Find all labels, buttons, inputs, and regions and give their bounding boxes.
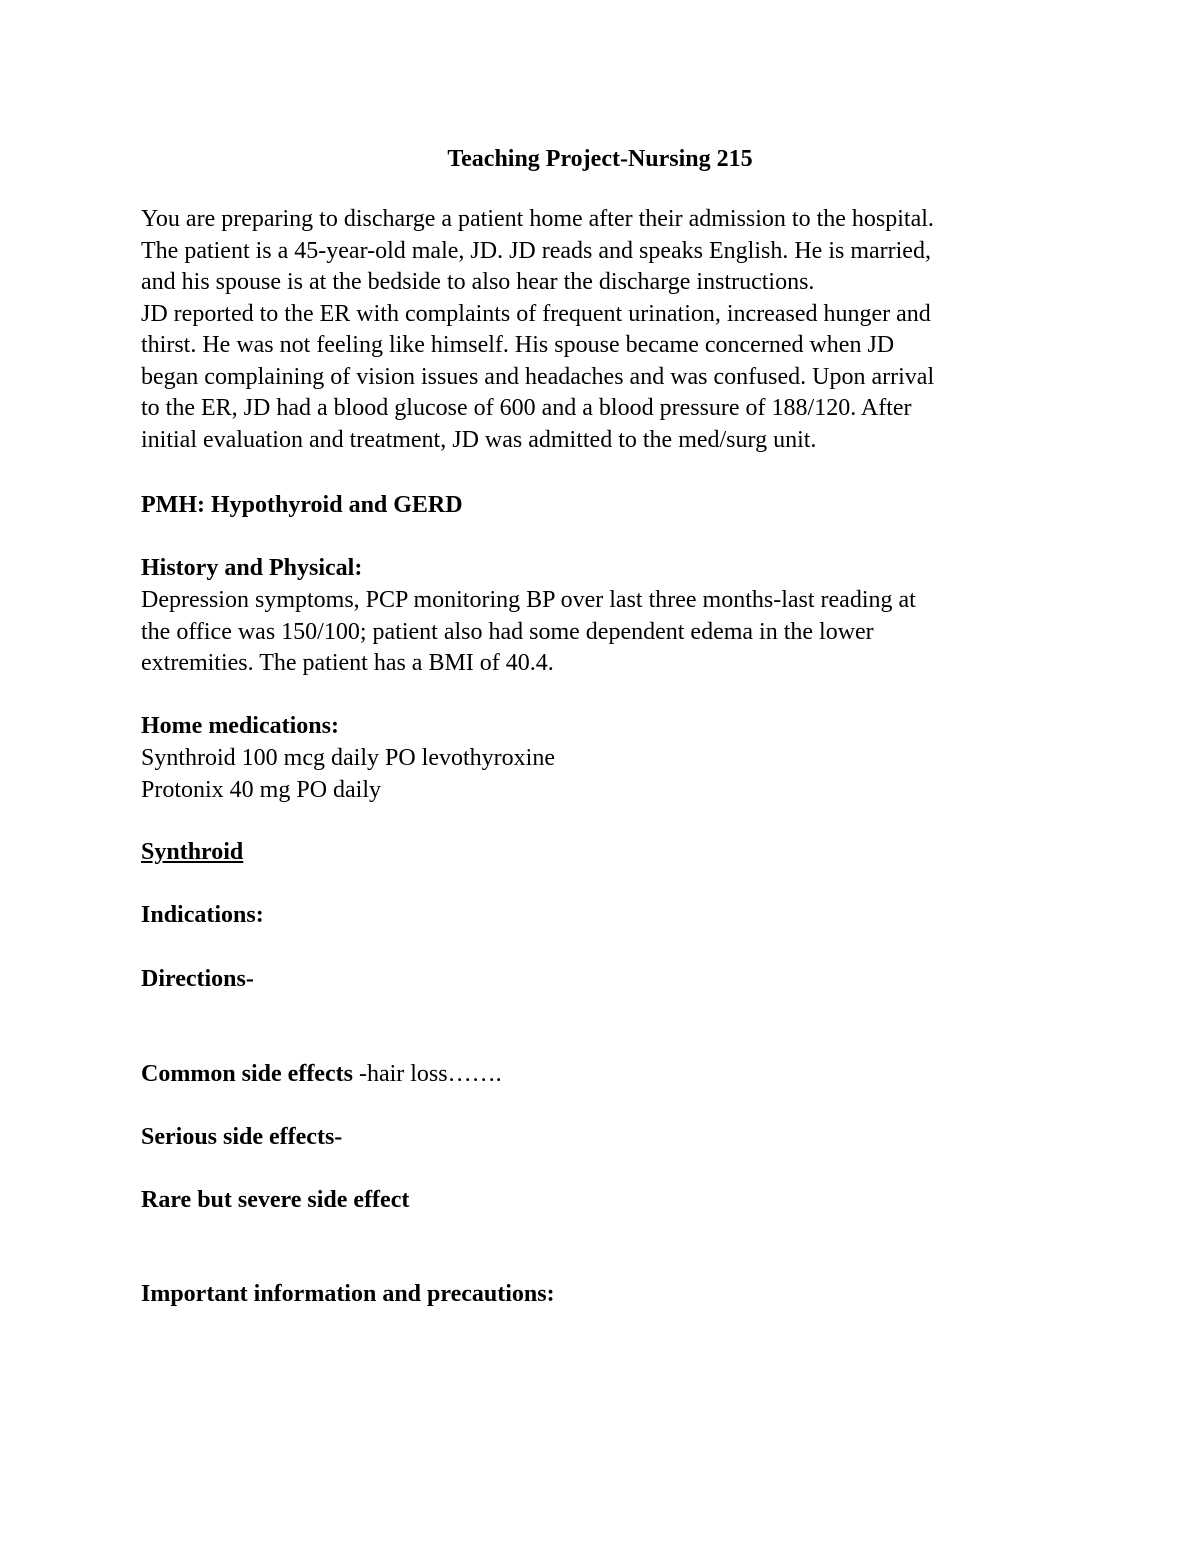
important-information-label: Important information and precautions: xyxy=(141,1281,555,1307)
document-title: Teaching Project-Nursing 215 xyxy=(447,146,753,172)
intro-line: to the ER, JD had a blood glucose of 600 and a blood pressure of 188/120. After xyxy=(141,395,912,421)
intro-paragraph xyxy=(141,204,1081,456)
pmh-heading: PMH: Hypothyroid and GERD xyxy=(141,492,463,518)
history-line: extremities. The patient has a BMI of 40.4. xyxy=(141,650,554,676)
medication-item: Protonix 40 mg PO daily xyxy=(141,776,382,803)
history-heading: History and Physical: xyxy=(141,555,363,581)
intro-line: thirst. He was not feeling like himself. His spouse became concerned when JD xyxy=(141,332,895,358)
intro-line: began complaining of vision issues and headaches and was confused. Upon arrival xyxy=(141,363,935,390)
common-side-effects xyxy=(141,1059,1081,1091)
common-side-effects-value: -hair loss……. xyxy=(352,1061,502,1087)
intro-line: JD reported to the ER with complaints of frequent urination, increased hunger and xyxy=(141,300,931,327)
history-line: the office was 150/100; patient also had some dependent edema in the lower xyxy=(141,618,874,645)
intro-line: The patient is a 45-year-old male, JD. JD reads and speaks English. He is married, xyxy=(141,237,931,264)
synthroid-section xyxy=(141,837,1081,869)
synthroid-heading: Synthroid xyxy=(141,839,244,865)
indications-label: Indications: xyxy=(141,902,264,928)
intro-line: and his spouse is at the bedside to also hear the discharge instructions. xyxy=(141,269,815,295)
medication-item: Synthroid 100 mcg daily PO levothyroxine xyxy=(141,745,555,771)
intro-line: You are preparing to discharge a patient home after their admission to the hospital. xyxy=(141,206,934,232)
medications-heading: Home medications: xyxy=(141,713,339,739)
history-paragraph xyxy=(141,585,1081,680)
directions-label: Directions- xyxy=(141,966,254,992)
intro-line: initial evaluation and treatment, JD was admitted to the med/surg unit. xyxy=(141,426,817,453)
serious-side-effects-label: Serious side effects- xyxy=(141,1124,343,1150)
common-side-effects-label: Common side effects xyxy=(141,1061,353,1087)
history-line: Depression symptoms, PCP monitoring BP over last three months-last reading at xyxy=(141,587,916,613)
rare-side-effect-label: Rare but severe side effect xyxy=(141,1187,410,1213)
medications-list xyxy=(141,743,1081,806)
